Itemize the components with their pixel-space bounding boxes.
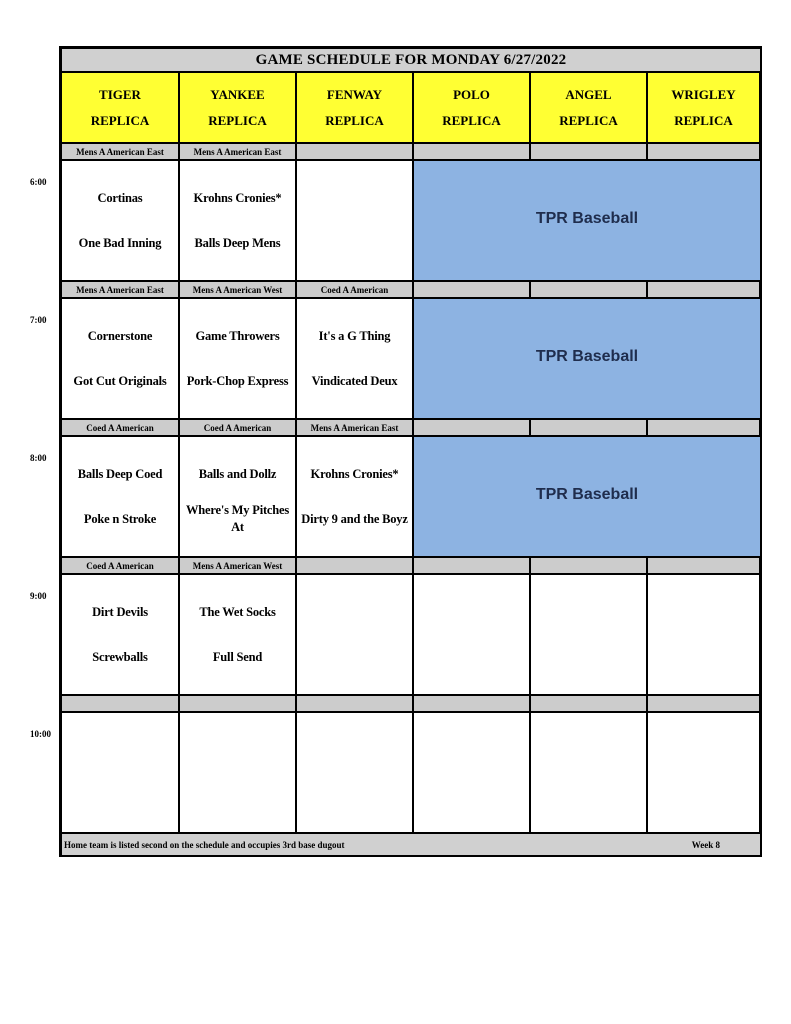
time-label: 7:00 [30, 315, 47, 325]
footer-note: Home team is listed second on the schedule and occupies 3rd base dugout [64, 839, 345, 850]
home-team: Poke n Stroke [83, 511, 157, 526]
home-team: Dirty 9 and the Boyz [301, 511, 408, 526]
division-label [648, 558, 759, 573]
empty-cell [531, 575, 646, 694]
division-label [531, 420, 646, 435]
game-cell [180, 299, 295, 418]
empty-cell [648, 713, 759, 832]
field-subtitle: REPLICA [90, 112, 150, 128]
game-cell [180, 575, 295, 694]
field-name: ANGEL [565, 86, 612, 102]
game-cell [297, 437, 412, 556]
field-subtitle: REPLICA [442, 112, 501, 128]
empty-cell [648, 575, 759, 694]
division-label [297, 144, 412, 159]
time-label: 9:00 [30, 591, 47, 601]
division-label: Coed A American [297, 282, 412, 297]
division-label [414, 558, 529, 573]
away-team: Balls and Dollz [198, 466, 277, 481]
away-team: The Wet Socks [199, 604, 276, 619]
empty-cell [180, 713, 295, 832]
empty-cell [297, 713, 412, 832]
division-label: Mens A American East [62, 144, 178, 159]
home-team: Pork-Chop Express [186, 373, 289, 388]
schedule-grid [59, 46, 762, 857]
empty-cell [297, 161, 412, 280]
time-label: 8:00 [30, 453, 47, 463]
division-label [414, 282, 529, 297]
division-label [531, 282, 646, 297]
game-cell [62, 437, 178, 556]
field-header-tiger [62, 73, 178, 142]
division-label: Mens A American East [297, 420, 412, 435]
tpr-baseball-block: TPR Baseball [414, 437, 760, 556]
away-team: Game Throwers [195, 328, 280, 343]
field-header-wrigley [648, 73, 759, 142]
field-name: FENWAY [326, 86, 383, 102]
division-label [297, 696, 412, 711]
field-subtitle: REPLICA [674, 112, 733, 128]
away-team: Dirt Devils [92, 604, 148, 619]
division-label: Coed A American [180, 420, 295, 435]
field-header-fenway [297, 73, 412, 142]
field-header-angel [531, 73, 646, 142]
time-label: 10:00 [30, 729, 51, 739]
division-label: Mens A American West [180, 282, 295, 297]
division-label [531, 558, 646, 573]
game-cell [62, 299, 178, 418]
empty-cell [297, 575, 412, 694]
field-name: POLO [453, 86, 490, 102]
home-team: Got Cut Originals [73, 373, 167, 388]
away-team: Cortinas [97, 190, 143, 205]
division-label [414, 144, 529, 159]
home-team: Balls Deep Mens [194, 235, 281, 250]
away-team: Krohns Cronies* [310, 466, 399, 481]
game-cell [180, 437, 295, 556]
home-team: Where's My Pitches At [185, 503, 290, 534]
away-team: It's a G Thing [318, 328, 391, 343]
field-header-polo [414, 73, 529, 142]
home-team: Screwballs [92, 649, 148, 664]
division-label [648, 282, 759, 297]
division-label: Mens A American East [180, 144, 295, 159]
division-label [531, 144, 646, 159]
field-name: YANKEE [210, 86, 265, 102]
division-label: Coed A American [62, 558, 178, 573]
division-label [648, 144, 759, 159]
away-team: Balls Deep Coed [77, 466, 163, 481]
division-label: Mens A American East [62, 282, 178, 297]
empty-cell [62, 713, 178, 832]
time-label: 6:00 [30, 177, 47, 187]
division-label [414, 696, 529, 711]
footer-bar [62, 834, 760, 855]
game-cell [297, 299, 412, 418]
division-label [414, 420, 529, 435]
division-label [648, 696, 759, 711]
home-team: Vindicated Deux [311, 373, 398, 388]
home-team: One Bad Inning [78, 235, 162, 250]
division-label [62, 696, 178, 711]
game-cell [62, 161, 178, 280]
division-label [180, 696, 295, 711]
game-cell [180, 161, 295, 280]
division-label: Coed A American [62, 420, 178, 435]
division-label [648, 420, 759, 435]
away-team: Cornerstone [87, 328, 153, 343]
game-cell [62, 575, 178, 694]
tpr-baseball-block: TPR Baseball [414, 299, 760, 418]
field-name: WRIGLEY [671, 86, 736, 102]
empty-cell [414, 713, 529, 832]
field-header-yankee [180, 73, 295, 142]
home-team: Full Send [212, 649, 263, 664]
field-subtitle: REPLICA [325, 112, 384, 128]
field-subtitle: REPLICA [559, 112, 618, 128]
schedule-title: GAME SCHEDULE FOR MONDAY 6/27/2022 [62, 49, 760, 71]
empty-cell [414, 575, 529, 694]
empty-cell [531, 713, 646, 832]
tpr-baseball-block: TPR Baseball [414, 161, 760, 280]
field-subtitle: REPLICA [208, 112, 267, 128]
week-label: Week 8 [691, 839, 720, 850]
division-label: Mens A American West [180, 558, 295, 573]
away-team: Krohns Cronies* [193, 190, 282, 205]
division-label [297, 558, 412, 573]
field-name: TIGER [99, 86, 141, 102]
division-label [531, 696, 646, 711]
